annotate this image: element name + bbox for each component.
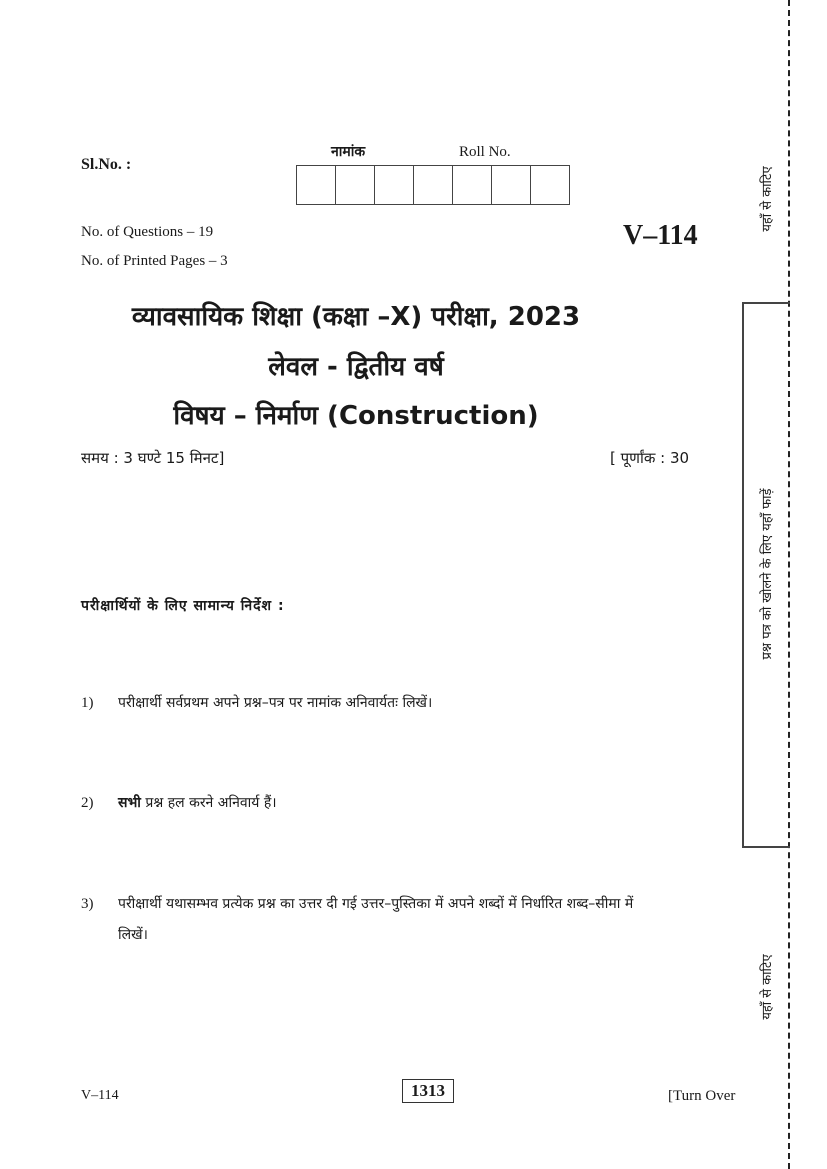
roll-number-label: Roll No. (459, 144, 511, 160)
roll-digit-box[interactable] (453, 166, 492, 204)
exam-level: लेवल - द्वितीय वर्ष (268, 352, 444, 382)
roll-digit-box[interactable] (531, 166, 570, 204)
instruction-number: 3) (81, 896, 94, 912)
cut-here-label-bottom: यहाँ से काटिए (760, 954, 775, 1020)
exam-subject: विषय – निर्माण (Construction) (173, 401, 539, 431)
cut-here-label-top: यहाँ से काटिए (760, 166, 775, 232)
roll-digit-box[interactable] (297, 166, 336, 204)
roll-digit-box[interactable] (492, 166, 531, 204)
number-of-questions: No. of Questions – 19 (81, 224, 214, 240)
footer-paper-code: V–114 (81, 1088, 119, 1103)
footer-page-box: 1313 (402, 1079, 454, 1103)
number-of-pages: No. of Printed Pages – 3 (81, 253, 228, 269)
turn-over-label: [Turn Over (668, 1088, 736, 1104)
roll-number-label-hindi: नामांक (331, 144, 366, 160)
instruction-number: 2) (81, 795, 94, 811)
roll-digit-box[interactable] (375, 166, 414, 204)
tear-here-label: प्रश्न पत्र को खोलने के लिए यहाँ फाड़ें (760, 488, 775, 660)
instruction-emphasis: सभी (118, 795, 141, 811)
instruction-text: परीक्षार्थी यथासम्भव प्रत्येक प्रश्न का उत्तर दी गई उत्तर–पुस्तिका में अपने शब्दों में निर्धारित शब्द–सीमा में लिखें। (118, 896, 634, 943)
instruction-text: परीक्षार्थी सर्वप्रथम अपने प्रश्न–पत्र पर नामांक अनिवार्यतः लिखें। (118, 695, 433, 711)
roll-digit-box[interactable] (336, 166, 375, 204)
exam-duration: समय : 3 घण्टे 15 मिनट] (81, 449, 225, 467)
instruction-number: 1) (81, 695, 94, 711)
instruction-text: प्रश्न हल करने अनिवार्य हैं। (140, 795, 277, 811)
instruction-item (118, 788, 658, 819)
roll-number-boxes (296, 165, 570, 205)
instructions-heading: परीक्षार्थियों के लिए सामान्य निर्देश : (81, 598, 285, 614)
paper-code: V–114 (623, 220, 698, 251)
serial-number-label: Sl.No. : (81, 156, 132, 173)
max-marks: [ पूर्णांक : 30 (610, 449, 690, 467)
exam-title: व्यावसायिक शिक्षा (कक्षा –X) परीक्षा, 2023 (131, 302, 581, 332)
roll-digit-box[interactable] (414, 166, 453, 204)
